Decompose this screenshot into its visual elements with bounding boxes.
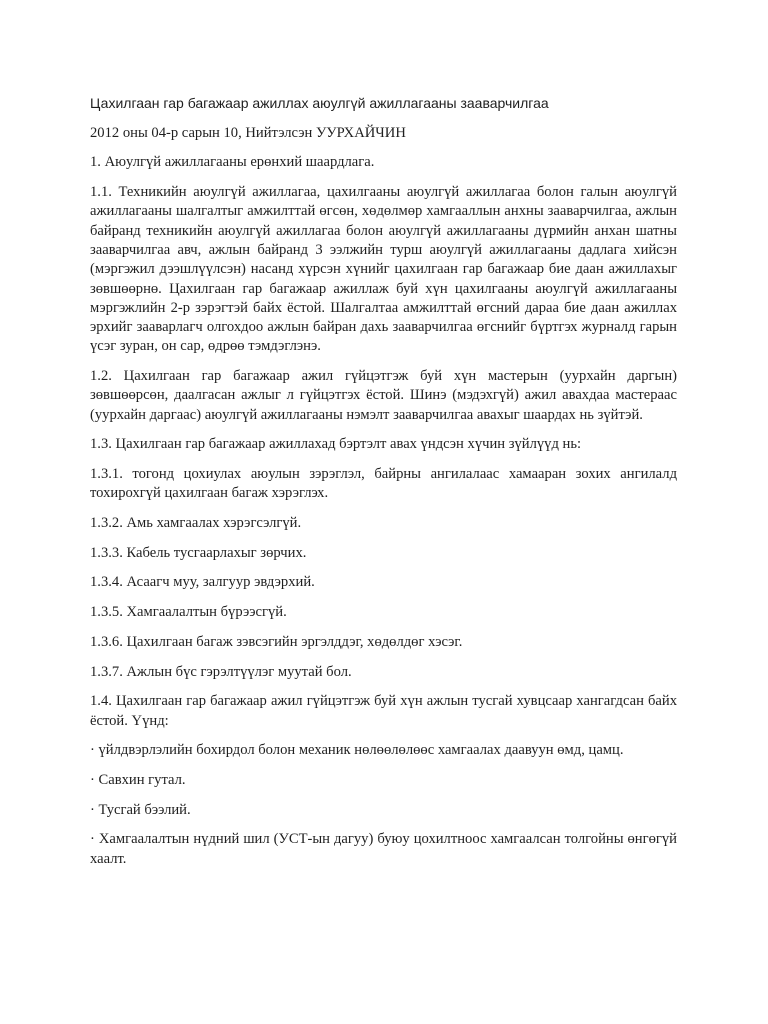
date-author-line: 2012 оны 04-р сарын 10, Нийтэлсэн УУРХАЙЧИН (90, 124, 406, 141)
bullet-item-clothing: · үйлдвэрлэлийн бохирдол болон механик нөлөөлөлөөс хамгаалах даавуун өмд, цамц. (90, 742, 624, 759)
bullet-item-goggles: · Хамгаалалтын нүдний шил (УСТ-ын дагуу) буюу цохилтноос хамгаалсан толгойны өнгөгүй хаалт. (90, 831, 677, 867)
paragraph-1-3-6: 1.3.6. Цахилгаан багаж зэвсэгийн эргэлддэг, хөдөлдөг хэсэг. (90, 633, 463, 650)
paragraph-1-3-2: 1.3.2. Амь хамгаалах хэрэгсэлгүй. (90, 515, 302, 532)
paragraph-1-3: 1.3. Цахилгаан гар багажаар ажиллахад бэртэлт авах үндсэн хүчин зүйлүүд нь: (90, 436, 582, 453)
bullet-item-boots: · Савхин гутал. (90, 771, 186, 788)
paragraph-1-3-5: 1.3.5. Хамгаалалтын бүрээсгүй. (90, 604, 287, 621)
section-1-heading: 1. Аюулгүй ажиллагааны ерөнхий шаардлага. (90, 154, 375, 171)
paragraph-1-3-7: 1.3.7. Ажлын бүс гэрэлтүүлэг муутай бол. (90, 663, 352, 680)
paragraph-1-3-1: 1.3.1. тогонд цохиулах аюулын зэрэглэл, байрны ангилалаас хамааран зохих ангилалд тохирохгүй цахилгаан багаж хэрэглэх. (90, 466, 677, 502)
paragraph-1-2: 1.2. Цахилгаан гар багажаар ажил гүйцэтгэж буй хүн мастерын (уурхайн даргын) зөвшөөрсөн, даалгасан ажлыг л гүйцэтгэх ёстой. Шинэ (мэдэхгүй) ажил авахдаа мастераас (уурхайн даргаас) аюулгүй ажиллагааны нэмэлт зааварчилгаа авахыг шаардах нь зүйтэй. (90, 368, 677, 423)
paragraph-1-4: 1.4. Цахилгаан гар багажаар ажил гүйцэтгэж буй хүн ажлын тусгай хувцсаар хангагдсан байх ёстой. Үүнд: (90, 693, 677, 729)
bullet-item-gloves: · Тусгай бээлий. (90, 801, 191, 818)
paragraph-1-1: 1.1. Техникийн аюулгүй ажиллагаа, цахилгааны аюулгүй ажиллагаа болон галын аюулгүй ажиллагааны шалгалтыг амжилттай өгсөн, хөдөлмөр хамгааллын анхны зааварчилгаа, ажлын байранд техникийн аюулгүй ажиллагаа болон аюулгүй ажиллагааны дүрмийн анхан шатны зааварчилгаа авч, ажлын байранд 3 ээлжийн турш аюулгүй ажиллагааны дадлага хийсэн (мэргэжил дээшлүүлсэн) насанд хүрсэн хүнийг цахилгаан гар багажаар бие даан ажиллахыг зөвшөөрнө. Цахилгаан гар багажаар ажиллаж буй хүн цахилгааны аюулгүй ажиллагааны мэргэжлийн 2-р зэрэгтэй байх ёстой. Шалгалтаа амжилттай өгсний дараа бие даан ажиллах эрхийг зааварлагч олгохдоо ажлын байран дахь зааварчилгаа өгснийг бүртгэх журналд гарын үсэг зуран, он сар, өдрөө тэмдэглэнэ. (90, 184, 677, 355)
document-page (90, 94, 677, 879)
paragraph-1-3-3: 1.3.3. Кабель тусгаарлахыг зөрчих. (90, 544, 307, 561)
document-title: Цахилгаан гар багажаар ажиллах аюулгүй ажиллагааны зааварчилгаа (90, 95, 549, 111)
paragraph-1-3-4: 1.3.4. Асаагч муу, залгуур эвдэрхий. (90, 574, 315, 591)
